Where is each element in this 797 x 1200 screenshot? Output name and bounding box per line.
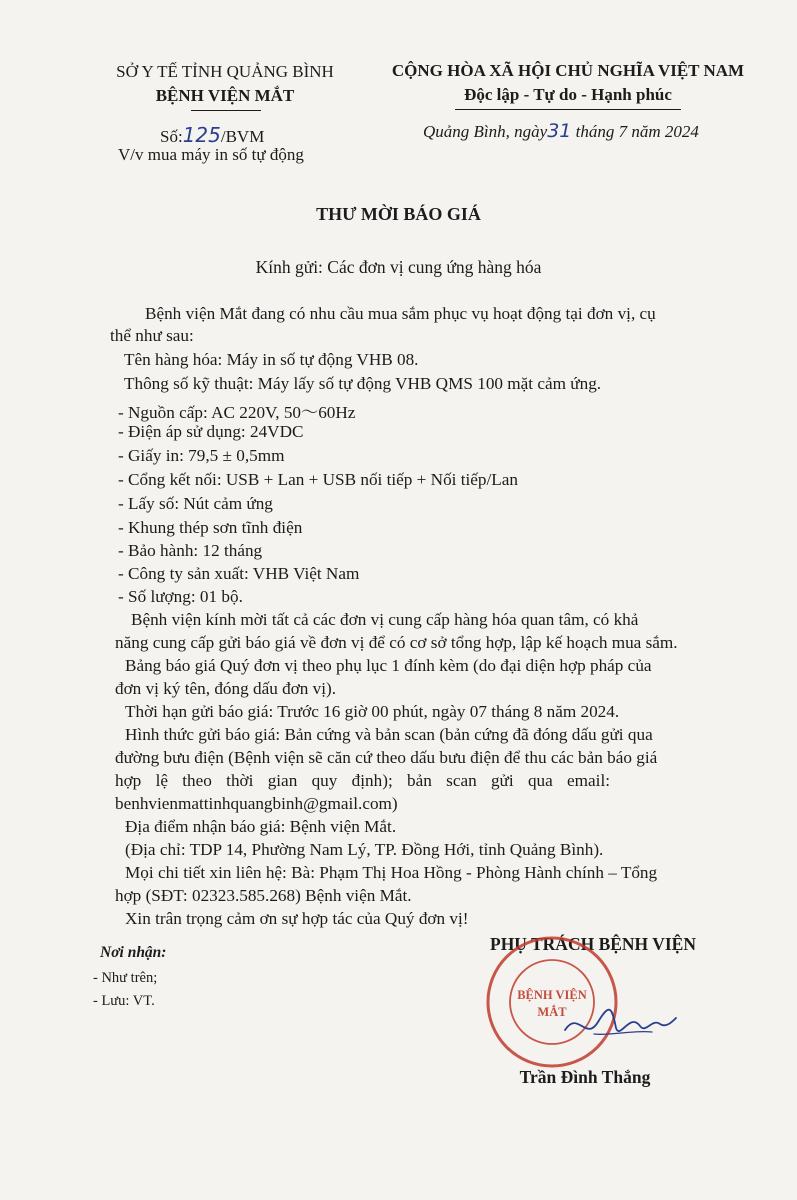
- spec-item: - Nguồn cấp: AC 220V, 50～60Hz: [118, 403, 356, 422]
- spec-item: - Bảo hành: 12 tháng: [118, 541, 263, 560]
- submission-line-2: đường bưu điện (Bệnh viện sẽ căn cứ theo dấu bưu điện để thu các bản báo giá: [115, 748, 658, 767]
- motto-underline: [455, 109, 681, 110]
- nation-motto: Độc lập - Tự do - Hạnh phúc: [464, 85, 672, 104]
- technical-spec: Thông số kỹ thuật: Máy lấy số tự động VHB QMS 100 mặt cảm ứng.: [124, 374, 602, 393]
- number-suffix: /BVM: [220, 127, 265, 146]
- spec-item: - Điện áp sử dụng: 24VDC: [118, 422, 304, 441]
- product-name: Tên hàng hóa: Máy in số tự động VHB 08.: [124, 350, 419, 369]
- recipient-item: - Như trên;: [93, 970, 158, 986]
- recipient-line: Kính gửi: Các đơn vị cung ứng hàng hóa: [255, 257, 542, 277]
- intro-line-2: thể như sau:: [110, 326, 194, 345]
- seal-text-line: BỆNH VIỆN: [517, 988, 587, 1002]
- contact-line-2: hợp (SĐT: 02323.585.268) Bệnh viện Mắt.: [115, 886, 412, 905]
- contact-line-1: Mọi chi tiết xin liên hệ: Bà: Phạm Thị Hoa Hồng - Phòng Hành chính – Tổng: [125, 863, 658, 882]
- spec-item: - Công ty sản xuất: VHB Việt Nam: [118, 564, 360, 583]
- agency-name: SỞ Y TẾ TỈNH QUẢNG BÌNH: [116, 62, 334, 81]
- handwritten-signature: [560, 1000, 680, 1050]
- recipient-item: - Lưu: VT.: [93, 993, 155, 1009]
- thanks-line: Xin trân trọng cảm ơn sự hợp tác của Quý đơn vị!: [125, 909, 469, 928]
- spec-item: - Khung thép sơn tĩnh điện: [118, 518, 303, 537]
- date-day-handwritten: 31: [547, 120, 572, 142]
- letter-title: THƯ MỜI BÁO GIÁ: [316, 204, 481, 224]
- document-number: [160, 123, 264, 147]
- invite-line-1: Bệnh viện kính mời tất cả các đơn vị cung cấp hàng hóa quan tâm, có khả: [131, 610, 639, 629]
- recipients-label: Nơi nhận:: [100, 944, 167, 961]
- issue-date: [423, 120, 699, 142]
- signer-name: Trần Đình Thắng: [519, 1067, 651, 1087]
- quote-table-line-1: Bảng báo giá Quý đơn vị theo phụ lục 1 đính kèm (do đại diện hợp pháp của: [125, 656, 652, 675]
- spec-item: - Cổng kết nối: USB + Lan + USB nối tiếp + Nối tiếp/Lan: [118, 470, 519, 489]
- submission-line-1: Hình thức gửi báo giá: Bản cứng và bản scan (bản cứng đã đóng dấu gửi qua: [125, 725, 653, 744]
- document-subject: V/v mua máy in số tự động: [118, 145, 304, 164]
- spec-item: - Lấy số: Nút cảm ứng: [118, 494, 273, 513]
- spec-item: - Số lượng: 01 bộ.: [118, 587, 243, 606]
- hospital-underline: [191, 110, 261, 111]
- receiving-place: Địa điểm nhận báo giá: Bệnh viện Mắt.: [125, 817, 397, 836]
- spec-item: - Giấy in: 79,5 ± 0,5mm: [118, 446, 285, 465]
- number-prefix: Số:: [160, 127, 183, 146]
- intro-line-1: Bệnh viện Mắt đang có nhu cầu mua sắm phục vụ hoạt động tại đơn vị, cụ: [145, 304, 656, 323]
- nation-title: CỘNG HÒA XÃ HỘI CHỦ NGHĨA VIỆT NAM: [391, 61, 745, 80]
- invite-line-2: năng cung cấp gửi báo giá về đơn vị để có cơ sở tổng hợp, lập kế hoạch mua sắm.: [115, 633, 678, 652]
- submission-line-3: hợp lệ theo thời gian quy định); bản scan gửi qua email:: [115, 771, 611, 790]
- hospital-name: BỆNH VIỆN MẮT: [155, 86, 295, 105]
- deadline-line: Thời hạn gửi báo giá: Trước 16 giờ 00 phút, ngày 07 tháng 8 năm 2024.: [125, 702, 620, 721]
- date-suffix: tháng 7 năm 2024: [575, 122, 699, 141]
- quote-table-line-2: đơn vị ký tên, đóng dấu đơn vị).: [115, 679, 337, 698]
- date-prefix: Quảng Bình, ngày: [423, 122, 548, 141]
- receiving-address: (Địa chỉ: TDP 14, Phường Nam Lý, TP. Đồng Hới, tỉnh Quảng Bình).: [125, 840, 604, 859]
- email-address: benhvienmattinhquangbinh@gmail.com): [115, 794, 398, 813]
- seal-text-line: MẮT: [537, 1005, 567, 1019]
- number-handwritten: 125: [182, 123, 221, 147]
- signer-title: PHỤ TRÁCH BỆNH VIỆN: [490, 934, 696, 954]
